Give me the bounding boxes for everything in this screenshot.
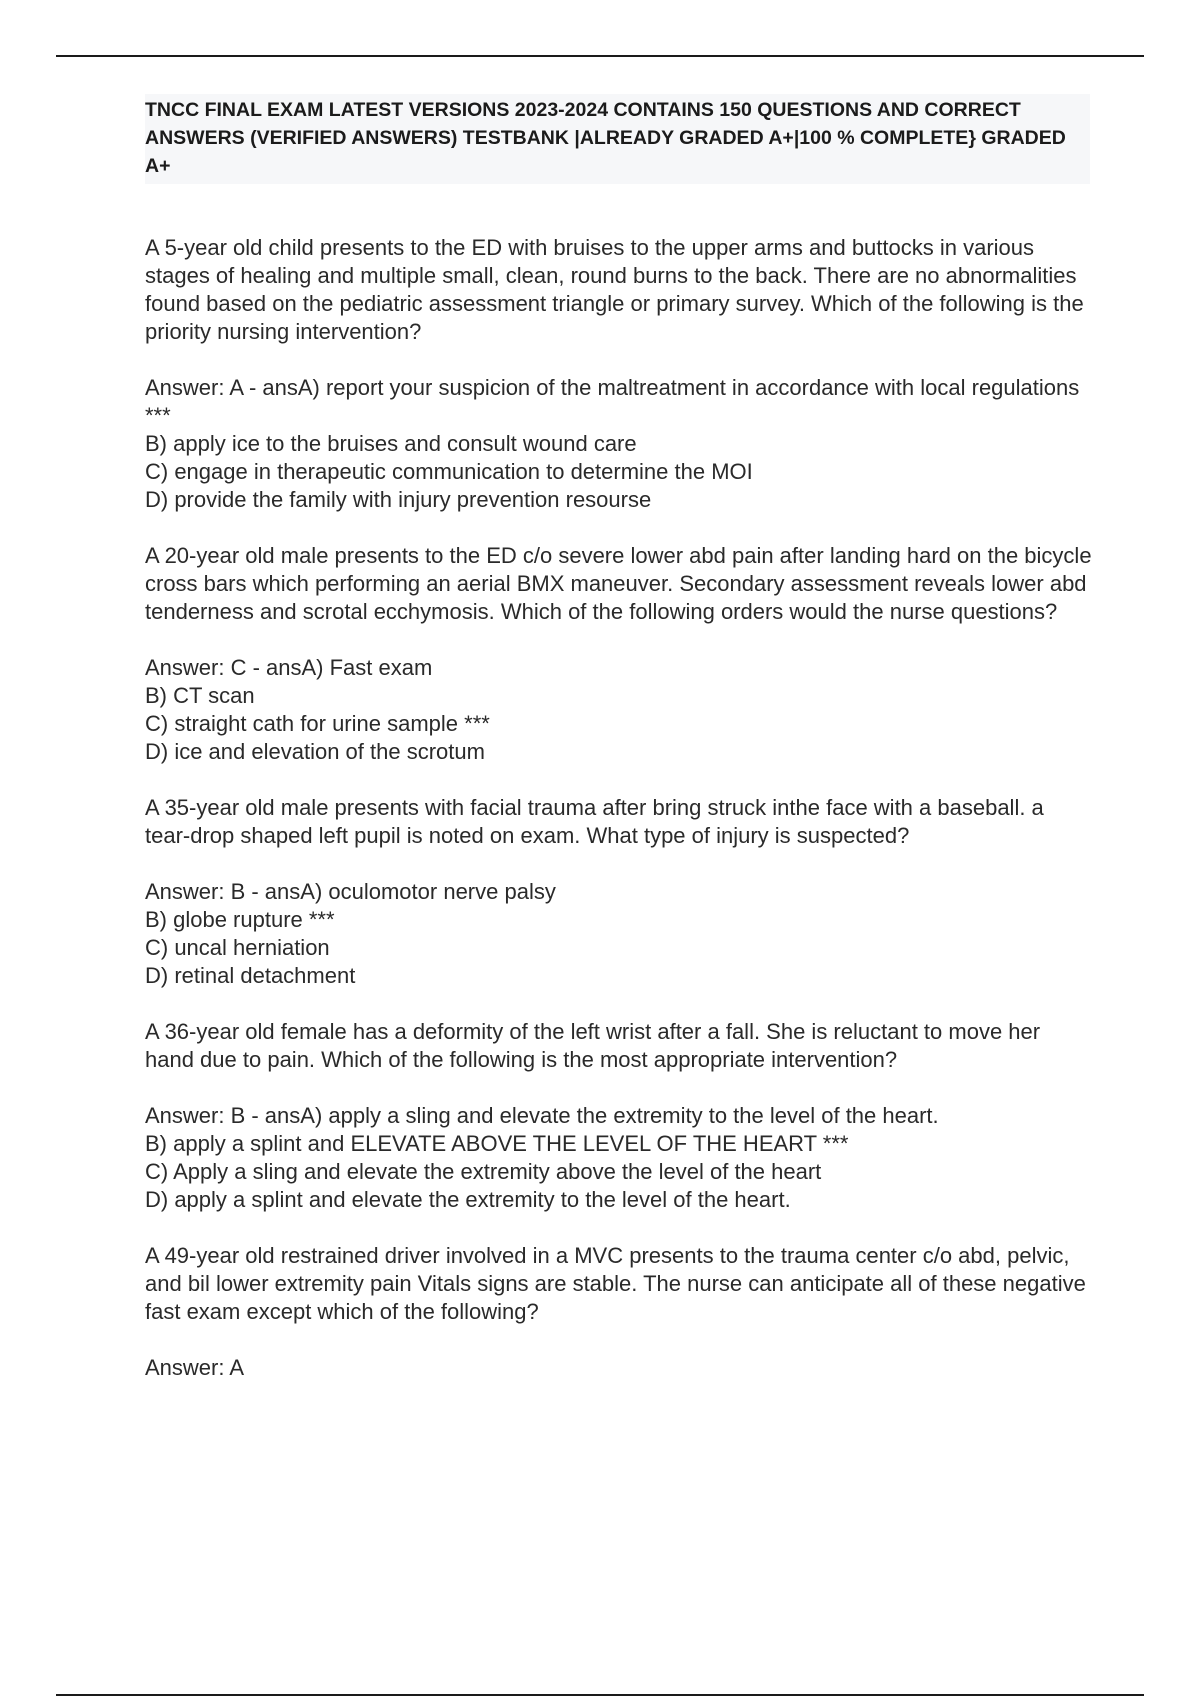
answer-line: D) retinal detachment (145, 963, 356, 988)
answer-line: C) engage in therapeutic communication to determine the MOI (145, 459, 753, 484)
answer-line: C) straight cath for urine sample *** (145, 711, 490, 736)
answer-line: B) CT scan (145, 683, 255, 708)
qa-item-5 (145, 1242, 1095, 1382)
answer-line: Answer: A - ansA) report your suspicion of the maltreatment in accordance with local regulations *** (145, 375, 1080, 428)
answer-line: Answer: C - ansA) Fast exam (145, 655, 433, 680)
question-text: A 49-year old restrained driver involved in a MVC presents to the trauma center c/o abd, pelvic, and bil lower extremity pain Vitals signs are stable. The nurse can anticipate all of these negative fast exam except which of the following? (145, 1243, 1086, 1324)
top-rule (56, 55, 1144, 57)
answer-line: B) apply a splint and ELEVATE ABOVE THE LEVEL OF THE HEART *** (145, 1131, 849, 1156)
question-text: A 36-year old female has a deformity of the left wrist after a fall. She is reluctant to move her hand due to pain. Which of the following is the most appropriate intervention? (145, 1019, 1041, 1072)
document-body (145, 94, 1095, 1382)
answer-line: D) apply a splint and elevate the extremity to the level of the heart. (145, 1187, 791, 1212)
question-text: A 20-year old male presents to the ED c/o severe lower abd pain after landing hard on the bicycle cross bars which performing an aerial BMX maneuver. Secondary assessment reveals lower abd tenderness and scrotal ecchymosis. Which of the following orders would the nurse questions? (145, 543, 1092, 624)
answer-line: B) apply ice to the bruises and consult wound care (145, 431, 637, 456)
answer-line: Answer: A (145, 1355, 245, 1380)
answer-line: C) uncal herniation (145, 935, 330, 960)
answer-line: Answer: B - ansA) apply a sling and elevate the extremity to the level of the heart. (145, 1103, 939, 1128)
qa-item-3 (145, 794, 1095, 990)
bottom-rule (56, 1694, 1144, 1696)
qa-item-4 (145, 1018, 1095, 1214)
answer-line: D) ice and elevation of the scrotum (145, 739, 485, 764)
title-block (145, 94, 1090, 184)
answer-line: Answer: B - ansA) oculomotor nerve palsy (145, 879, 556, 904)
document-title: TNCC FINAL EXAM LATEST VERSIONS 2023-2024 CONTAINS 150 QUESTIONS AND CORRECT ANSWERS (VERIFIED ANSWERS) TESTBANK |ALREADY GRADED A+|100 % COMPLETE} GRADED A+ (145, 99, 1066, 177)
question-text: A 35-year old male presents with facial trauma after bring struck inthe face with a baseball. a tear-drop shaped left pupil is noted on exam. What type of injury is suspected? (145, 795, 1044, 848)
qa-item-2 (145, 542, 1095, 766)
qa-item-1 (145, 234, 1095, 514)
answer-line: B) globe rupture *** (145, 907, 335, 932)
answer-line: C) Apply a sling and elevate the extremity above the level of the heart (145, 1159, 822, 1184)
question-text: A 5-year old child presents to the ED with bruises to the upper arms and buttocks in various stages of healing and multiple small, clean, round burns to the back. There are no abnormalities found based on the pediatric assessment triangle or primary survey. Which of the following is the priority nursing intervention? (145, 235, 1084, 344)
answer-line: D) provide the family with injury prevention resourse (145, 487, 652, 512)
